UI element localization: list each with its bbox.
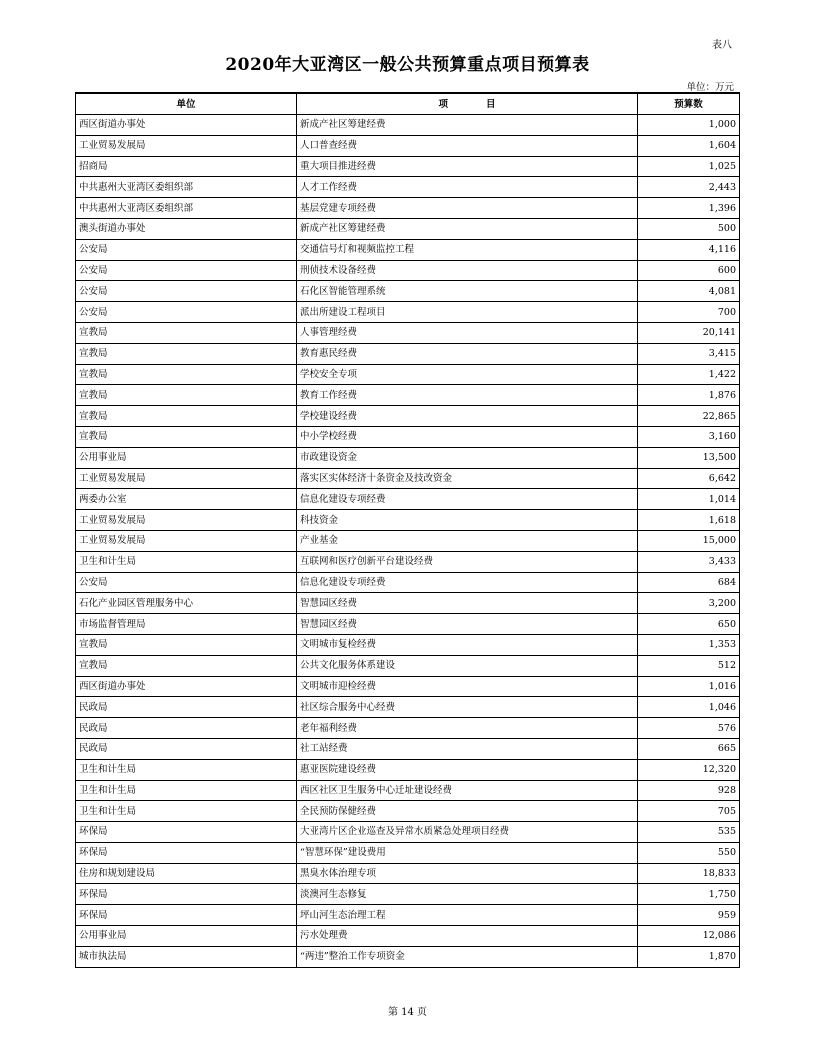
table-row	[76, 510, 740, 531]
table-row	[76, 468, 740, 489]
table-row	[76, 530, 740, 551]
cell-item: 淡澳河生态修复	[297, 884, 638, 905]
cell-item: 社工站经费	[297, 738, 638, 759]
cell-unit: 工业贸易发展局	[76, 468, 297, 489]
table-row	[76, 801, 740, 822]
cell-amount: 4,081	[638, 281, 740, 302]
cell-item: 重大项目推进经费	[297, 156, 638, 177]
cell-unit: 民政局	[76, 738, 297, 759]
cell-unit: 工业贸易发展局	[76, 510, 297, 531]
table-row	[76, 260, 740, 281]
cell-amount: 705	[638, 801, 740, 822]
cell-unit: 公安局	[76, 281, 297, 302]
cell-amount: 4,116	[638, 239, 740, 260]
cell-amount: 928	[638, 780, 740, 801]
cell-unit: 西区街道办事处	[76, 115, 297, 136]
table-row	[76, 364, 740, 385]
cell-unit: 宣教局	[76, 634, 297, 655]
table-row	[76, 343, 740, 364]
page-title: 2020年大亚湾区一般公共预算重点项目预算表	[225, 55, 590, 75]
cell-amount: 12,086	[638, 926, 740, 947]
cell-item: 人才工作经费	[297, 177, 638, 198]
cell-amount: 1,014	[638, 489, 740, 510]
cell-item: 派出所建设工程项目	[297, 302, 638, 323]
cell-unit: 城市执法局	[76, 946, 297, 967]
cell-item: 惠亚医院建设经费	[297, 759, 638, 780]
cell-amount: 3,200	[638, 593, 740, 614]
cell-unit: 公用事业局	[76, 926, 297, 947]
cell-amount: 959	[638, 905, 740, 926]
cell-unit: 中共惠州大亚湾区委组织部	[76, 177, 297, 198]
column-header-amount: 预算数	[638, 93, 740, 115]
cell-amount: 1,016	[638, 676, 740, 697]
table-row	[76, 946, 740, 967]
table-row	[76, 198, 740, 219]
cell-unit: 环保局	[76, 842, 297, 863]
cell-amount: 18,833	[638, 863, 740, 884]
table-row	[76, 780, 740, 801]
cell-amount: 1,618	[638, 510, 740, 531]
cell-unit: 宣教局	[76, 343, 297, 364]
column-header-unit: 单位	[76, 93, 297, 115]
cell-item: 交通信号灯和视频监控工程	[297, 239, 638, 260]
cell-amount: 1,353	[638, 634, 740, 655]
cell-unit: 民政局	[76, 718, 297, 739]
cell-amount: 535	[638, 822, 740, 843]
cell-amount: 1,750	[638, 884, 740, 905]
cell-amount: 550	[638, 842, 740, 863]
cell-amount: 22,865	[638, 406, 740, 427]
cell-unit: 环保局	[76, 822, 297, 843]
column-header-item: 项 目	[297, 93, 638, 115]
cell-item: 基层党建专项经费	[297, 198, 638, 219]
cell-item: 信息化建设专项经费	[297, 489, 638, 510]
cell-unit: 环保局	[76, 884, 297, 905]
cell-unit: 两委办公室	[76, 489, 297, 510]
cell-unit: 卫生和计生局	[76, 780, 297, 801]
cell-unit: 民政局	[76, 697, 297, 718]
cell-item: 智慧园区经费	[297, 614, 638, 635]
cell-unit: 环保局	[76, 905, 297, 926]
table-body	[76, 115, 740, 968]
cell-item: 全民预防保健经费	[297, 801, 638, 822]
cell-amount: 512	[638, 655, 740, 676]
cell-item: 人事管理经费	[297, 322, 638, 343]
cell-amount: 600	[638, 260, 740, 281]
table-row	[76, 385, 740, 406]
cell-amount: 1,422	[638, 364, 740, 385]
table-row	[76, 905, 740, 926]
table-row	[76, 551, 740, 572]
table-row	[76, 697, 740, 718]
cell-amount: 2,443	[638, 177, 740, 198]
cell-unit: 市场监督管理局	[76, 614, 297, 635]
cell-unit: 招商局	[76, 156, 297, 177]
table-row	[76, 655, 740, 676]
cell-unit: 西区街道办事处	[76, 676, 297, 697]
cell-unit: 工业贸易发展局	[76, 135, 297, 156]
table-row	[76, 634, 740, 655]
cell-amount: 500	[638, 218, 740, 239]
table-row	[76, 926, 740, 947]
cell-item: 新成产社区筹建经费	[297, 115, 638, 136]
cell-item: 互联网和医疗创新平台建设经费	[297, 551, 638, 572]
cell-item: 石化区智能管理系统	[297, 281, 638, 302]
cell-amount: 13,500	[638, 447, 740, 468]
cell-amount: 15,000	[638, 530, 740, 551]
cell-item: 科技资金	[297, 510, 638, 531]
cell-item: 中小学校经费	[297, 426, 638, 447]
budget-table	[75, 92, 740, 968]
cell-unit: 公安局	[76, 239, 297, 260]
cell-unit: 宣教局	[76, 406, 297, 427]
cell-amount: 1,025	[638, 156, 740, 177]
cell-unit: 宣教局	[76, 322, 297, 343]
table-row	[76, 593, 740, 614]
cell-amount: 650	[638, 614, 740, 635]
cell-item: 学校安全专项	[297, 364, 638, 385]
cell-unit: 宣教局	[76, 385, 297, 406]
cell-item: 市政建设资金	[297, 447, 638, 468]
cell-item: 人口普查经费	[297, 135, 638, 156]
table-row	[76, 322, 740, 343]
cell-unit: 公用事业局	[76, 447, 297, 468]
cell-item: 学校建设经费	[297, 406, 638, 427]
table-row	[76, 426, 740, 447]
cell-unit: 工业贸易发展局	[76, 530, 297, 551]
cell-item: 老年福利经费	[297, 718, 638, 739]
cell-amount: 700	[638, 302, 740, 323]
table-row	[76, 842, 740, 863]
cell-unit: 卫生和计生局	[76, 551, 297, 572]
table-row	[76, 115, 740, 136]
table-row	[76, 738, 740, 759]
table-row	[76, 676, 740, 697]
cell-amount: 1,396	[638, 198, 740, 219]
cell-item: 公共文化服务体系建设	[297, 655, 638, 676]
table-row	[76, 718, 740, 739]
cell-amount: 1,876	[638, 385, 740, 406]
cell-unit: 住房和规划建设局	[76, 863, 297, 884]
cell-item: 西区社区卫生服务中心迁址建设经费	[297, 780, 638, 801]
cell-unit: 石化产业园区管理服务中心	[76, 593, 297, 614]
table-row	[76, 572, 740, 593]
cell-amount: 1,000	[638, 115, 740, 136]
cell-amount: 20,141	[638, 322, 740, 343]
cell-item: 智慧园区经费	[297, 593, 638, 614]
cell-unit: 宣教局	[76, 426, 297, 447]
cell-amount: 665	[638, 738, 740, 759]
cell-amount: 576	[638, 718, 740, 739]
cell-unit: 公安局	[76, 302, 297, 323]
table-row	[76, 489, 740, 510]
cell-unit: 公安局	[76, 572, 297, 593]
cell-unit: 卫生和计生局	[76, 759, 297, 780]
cell-item: 教育工作经费	[297, 385, 638, 406]
cell-item: 污水处理费	[297, 926, 638, 947]
cell-amount: 6,642	[638, 468, 740, 489]
table-row	[76, 218, 740, 239]
table-row	[76, 884, 740, 905]
table-row	[76, 759, 740, 780]
table-header-row	[76, 93, 740, 115]
table-row	[76, 177, 740, 198]
cell-item: 信息化建设专项经费	[297, 572, 638, 593]
table-row	[76, 239, 740, 260]
cell-amount: 1,604	[638, 135, 740, 156]
cell-unit: 卫生和计生局	[76, 801, 297, 822]
cell-item: 刑侦技术设备经费	[297, 260, 638, 281]
cell-amount: 3,415	[638, 343, 740, 364]
cell-amount: 684	[638, 572, 740, 593]
table-row	[76, 156, 740, 177]
unit-note: 单位：万元	[686, 82, 734, 93]
cell-unit: 公安局	[76, 260, 297, 281]
cell-item: 落实区实体经济十条资金及技改资金	[297, 468, 638, 489]
cell-amount: 1,870	[638, 946, 740, 967]
cell-amount: 1,046	[638, 697, 740, 718]
cell-item: 文明城市复检经费	[297, 634, 638, 655]
cell-amount: 3,433	[638, 551, 740, 572]
table-row	[76, 281, 740, 302]
cell-unit: 中共惠州大亚湾区委组织部	[76, 198, 297, 219]
cell-amount: 12,320	[638, 759, 740, 780]
table-row	[76, 406, 740, 427]
table-row	[76, 135, 740, 156]
cell-amount: 3,160	[638, 426, 740, 447]
table-row	[76, 447, 740, 468]
cell-item: 教育惠民经费	[297, 343, 638, 364]
page-number: 第 14 页	[387, 1007, 428, 1018]
cell-unit: 宣教局	[76, 364, 297, 385]
cell-item: “智慧环保”建设费用	[297, 842, 638, 863]
cell-item: 文明城市迎检经费	[297, 676, 638, 697]
table-row	[76, 863, 740, 884]
cell-item: 黑臭水体治理专项	[297, 863, 638, 884]
table-row	[76, 302, 740, 323]
table-row	[76, 614, 740, 635]
cell-unit: 宣教局	[76, 655, 297, 676]
table-number-label: 表八	[712, 40, 732, 51]
table-row	[76, 822, 740, 843]
cell-unit: 澳头街道办事处	[76, 218, 297, 239]
cell-item: 大亚湾片区企业巡查及异常水质紧急处理项目经费	[297, 822, 638, 843]
cell-item: “两违”整治工作专项资金	[297, 946, 638, 967]
cell-item: 社区综合服务中心经费	[297, 697, 638, 718]
cell-item: 坪山河生态治理工程	[297, 905, 638, 926]
cell-item: 新成产社区筹建经费	[297, 218, 638, 239]
cell-item: 产业基金	[297, 530, 638, 551]
